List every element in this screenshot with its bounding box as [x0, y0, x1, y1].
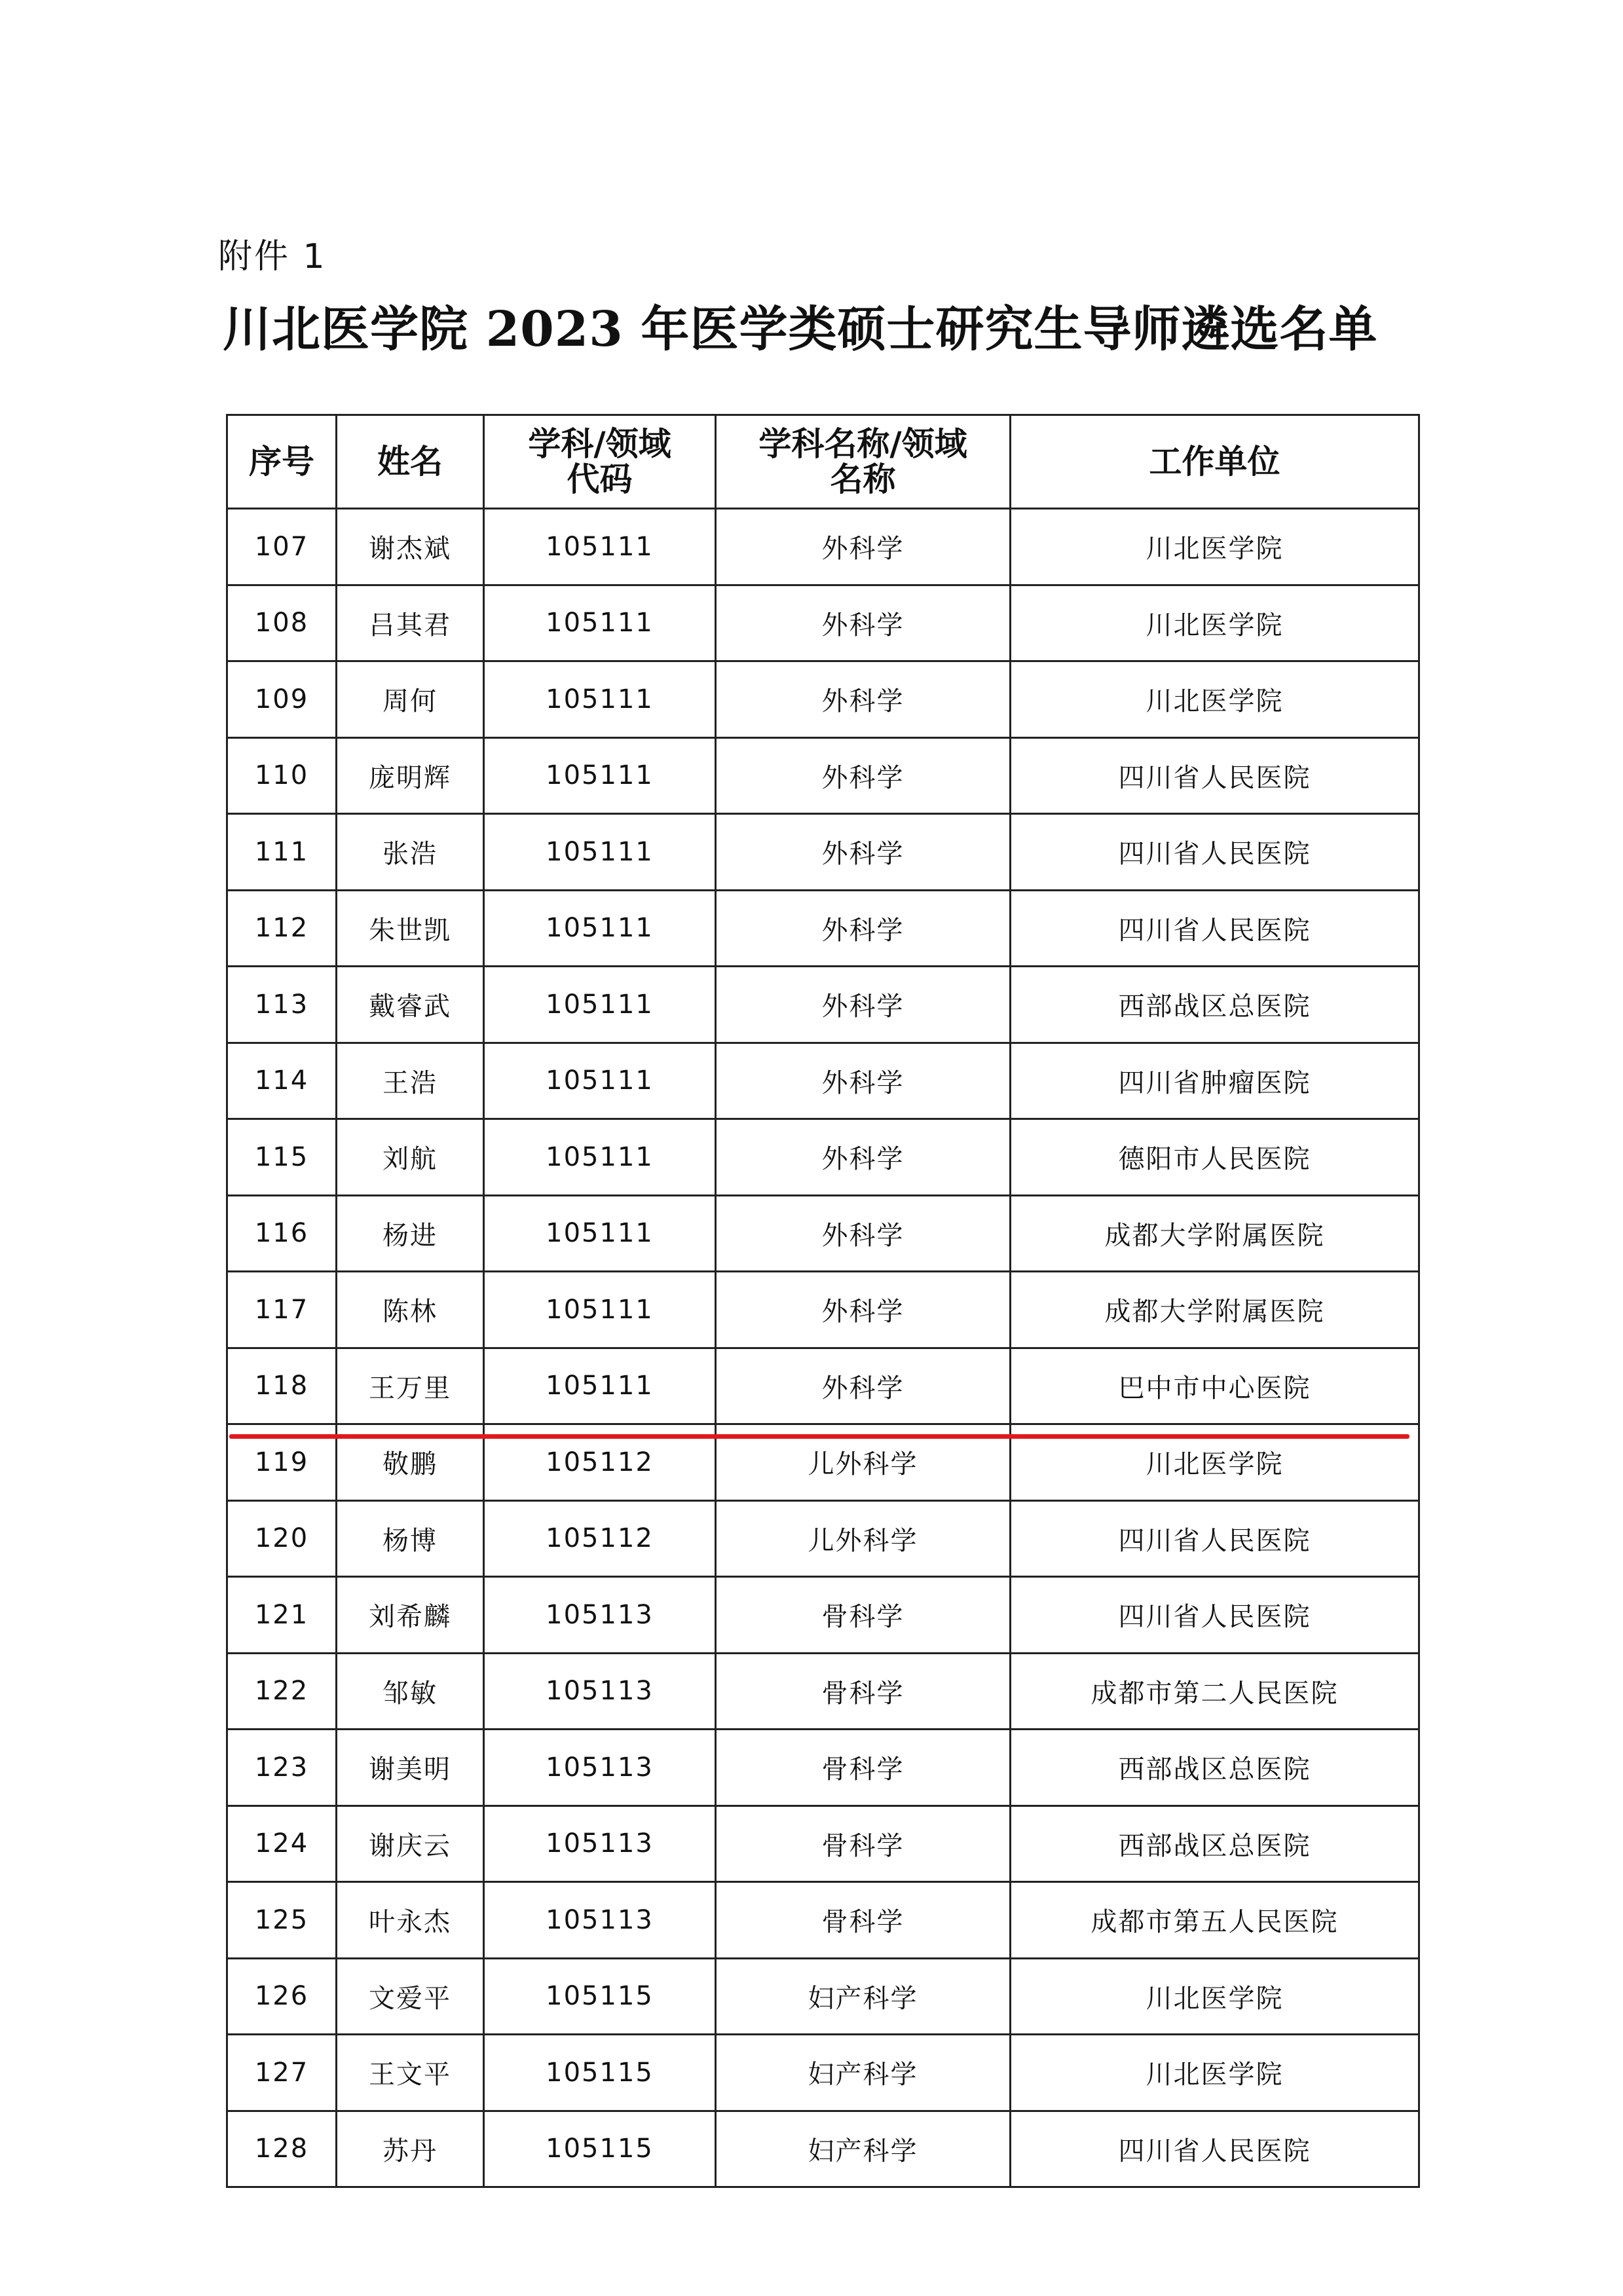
table-row: [227, 1958, 1419, 2035]
cell-subject: 外科学: [716, 661, 1011, 738]
header-no: 序号: [227, 415, 337, 509]
cell-subject: 骨科学: [716, 1577, 1011, 1654]
cell-unit: 成都大学附属医院: [1011, 1195, 1419, 1272]
table-row: [227, 737, 1419, 814]
cell-subject: 外科学: [716, 1195, 1011, 1272]
cell-code: 105113: [484, 1577, 716, 1654]
table-row: [227, 1043, 1419, 1119]
cell-name: 杨博: [337, 1500, 484, 1577]
table-row: [227, 814, 1419, 891]
cell-no: 115: [227, 1119, 337, 1196]
cell-unit: 德阳市人民医院: [1011, 1119, 1419, 1196]
cell-code: 105112: [484, 1500, 716, 1577]
table-row: [227, 1348, 1419, 1424]
cell-code: 105115: [484, 2111, 716, 2187]
header-code-line2: 代码: [567, 460, 633, 498]
cell-name: 王浩: [337, 1043, 484, 1119]
cell-code: 105111: [484, 585, 716, 661]
cell-code: 105113: [484, 1882, 716, 1959]
cell-no: 113: [227, 967, 337, 1043]
cell-code: 105111: [484, 890, 716, 967]
header-name: 姓名: [337, 415, 484, 509]
cell-code: 105111: [484, 814, 716, 891]
cell-code: 105112: [484, 1424, 716, 1501]
table-row: [227, 1119, 1419, 1196]
cell-code: 105113: [484, 1805, 716, 1882]
cell-no: 109: [227, 661, 337, 738]
cell-unit: 西部战区总医院: [1011, 1805, 1419, 1882]
cell-code: 105111: [484, 1195, 716, 1272]
cell-unit: 成都大学附属医院: [1011, 1272, 1419, 1348]
cell-unit: 川北医学院: [1011, 2035, 1419, 2111]
cell-no: 114: [227, 1043, 337, 1119]
cell-no: 127: [227, 2035, 337, 2111]
cell-no: 110: [227, 737, 337, 814]
cell-name: 庞明辉: [337, 737, 484, 814]
cell-code: 105111: [484, 661, 716, 738]
cell-subject: 外科学: [716, 737, 1011, 814]
cell-subject: 外科学: [716, 509, 1011, 585]
cell-code: 105111: [484, 1119, 716, 1196]
cell-name: 谢美明: [337, 1730, 484, 1806]
header-subject-line2: 名称: [830, 460, 896, 498]
cell-unit: 四川省人民医院: [1011, 2111, 1419, 2187]
cell-code: 105111: [484, 1043, 716, 1119]
cell-subject: 外科学: [716, 967, 1011, 1043]
cell-name: 叶永杰: [337, 1882, 484, 1959]
cell-subject: 骨科学: [716, 1882, 1011, 1959]
header-subject: [716, 415, 1011, 509]
cell-code: 105111: [484, 737, 716, 814]
cell-name: 杨进: [337, 1195, 484, 1272]
cell-subject: 外科学: [716, 1348, 1011, 1424]
cell-code: 105115: [484, 2035, 716, 2111]
cell-subject: 儿外科学: [716, 1500, 1011, 1577]
cell-subject: 外科学: [716, 1043, 1011, 1119]
cell-name: 王文平: [337, 2035, 484, 2111]
cell-code: 105111: [484, 509, 716, 585]
cell-name: 邹敏: [337, 1653, 484, 1730]
table-row: [227, 2111, 1419, 2187]
table-row: [227, 1882, 1419, 1959]
cell-no: 112: [227, 890, 337, 967]
cell-subject: 骨科学: [716, 1730, 1011, 1806]
cell-no: 128: [227, 2111, 337, 2187]
cell-unit: 四川省人民医院: [1011, 814, 1419, 891]
cell-name: 谢杰斌: [337, 509, 484, 585]
cell-unit: 川北医学院: [1011, 1958, 1419, 2035]
cell-no: 124: [227, 1805, 337, 1882]
cell-no: 118: [227, 1348, 337, 1424]
cell-subject: 妇产科学: [716, 2111, 1011, 2187]
cell-unit: 成都市第五人民医院: [1011, 1882, 1419, 1959]
cell-unit: 西部战区总医院: [1011, 967, 1419, 1043]
cell-unit: 四川省人民医院: [1011, 737, 1419, 814]
table-row: [227, 1577, 1419, 1654]
cell-no: 111: [227, 814, 337, 891]
header-row: [227, 415, 1419, 509]
cell-no: 123: [227, 1730, 337, 1806]
cell-code: 105111: [484, 967, 716, 1043]
cell-unit: 川北医学院: [1011, 661, 1419, 738]
cell-name: 刘航: [337, 1119, 484, 1196]
header-code: [484, 415, 716, 509]
table-row: [227, 1500, 1419, 1577]
cell-unit: 西部战区总医院: [1011, 1730, 1419, 1806]
cell-unit: 四川省肿瘤医院: [1011, 1043, 1419, 1119]
table-row: [227, 1805, 1419, 1882]
cell-unit: 川北医学院: [1011, 509, 1419, 585]
cell-name: 苏丹: [337, 2111, 484, 2187]
cell-unit: 四川省人民医院: [1011, 1500, 1419, 1577]
header-subject-line1: 学科名称/领域: [758, 425, 967, 463]
table-row: [227, 1730, 1419, 1806]
cell-unit: 川北医学院: [1011, 585, 1419, 661]
header-code-line1: 学科/领域: [528, 425, 671, 463]
cell-name: 吕其君: [337, 585, 484, 661]
cell-name: 谢庆云: [337, 1805, 484, 1882]
red-underline-marker: [229, 1434, 1409, 1439]
cell-no: 117: [227, 1272, 337, 1348]
cell-no: 120: [227, 1500, 337, 1577]
cell-no: 121: [227, 1577, 337, 1654]
cell-code: 105115: [484, 1958, 716, 2035]
cell-name: 周何: [337, 661, 484, 738]
cell-no: 107: [227, 509, 337, 585]
cell-name: 张浩: [337, 814, 484, 891]
cell-name: 刘希麟: [337, 1577, 484, 1654]
cell-subject: 骨科学: [716, 1805, 1011, 1882]
table-row: [227, 585, 1419, 661]
table-row: [227, 1195, 1419, 1272]
attachment-label: 附件 1: [218, 237, 327, 276]
cell-subject: 外科学: [716, 1272, 1011, 1348]
cell-no: 126: [227, 1958, 337, 2035]
cell-name: 朱世凯: [337, 890, 484, 967]
cell-no: 116: [227, 1195, 337, 1272]
table-row: [227, 661, 1419, 738]
table-row: [227, 1653, 1419, 1730]
cell-no: 119: [227, 1424, 337, 1501]
cell-no: 125: [227, 1882, 337, 1959]
cell-unit: 四川省人民医院: [1011, 890, 1419, 967]
table-row: [227, 967, 1419, 1043]
cell-code: 105111: [484, 1272, 716, 1348]
cell-code: 105113: [484, 1653, 716, 1730]
cell-code: 105113: [484, 1730, 716, 1806]
table-row: [227, 509, 1419, 585]
cell-unit: 巴中市中心医院: [1011, 1348, 1419, 1424]
cell-unit: 成都市第二人民医院: [1011, 1653, 1419, 1730]
cell-subject: 妇产科学: [716, 2035, 1011, 2111]
cell-name: 文爱平: [337, 1958, 484, 2035]
table-row: [227, 2035, 1419, 2111]
cell-no: 108: [227, 585, 337, 661]
table-header: [227, 415, 1419, 509]
cell-no: 122: [227, 1653, 337, 1730]
cell-name: 陈林: [337, 1272, 484, 1348]
cell-subject: 外科学: [716, 890, 1011, 967]
header-unit: 工作单位: [1011, 415, 1419, 509]
cell-name: 王万里: [337, 1348, 484, 1424]
cell-name: 戴睿武: [337, 967, 484, 1043]
cell-subject: 骨科学: [716, 1653, 1011, 1730]
table-body: [227, 509, 1419, 2187]
cell-subject: 外科学: [716, 1119, 1011, 1196]
cell-unit: 四川省人民医院: [1011, 1577, 1419, 1654]
table-row: [227, 1272, 1419, 1348]
cell-subject: 儿外科学: [716, 1424, 1011, 1501]
table-row: [227, 890, 1419, 967]
cell-unit: 川北医学院: [1011, 1424, 1419, 1501]
document-title: 川北医学院 2023 年医学类硕士研究生导师遴选名单: [223, 301, 1378, 358]
cell-subject: 外科学: [716, 814, 1011, 891]
cell-subject: 外科学: [716, 585, 1011, 661]
cell-name: 敬鹏: [337, 1424, 484, 1501]
cell-code: 105111: [484, 1348, 716, 1424]
supervisor-table: [226, 414, 1420, 2188]
cell-subject: 妇产科学: [716, 1958, 1011, 2035]
